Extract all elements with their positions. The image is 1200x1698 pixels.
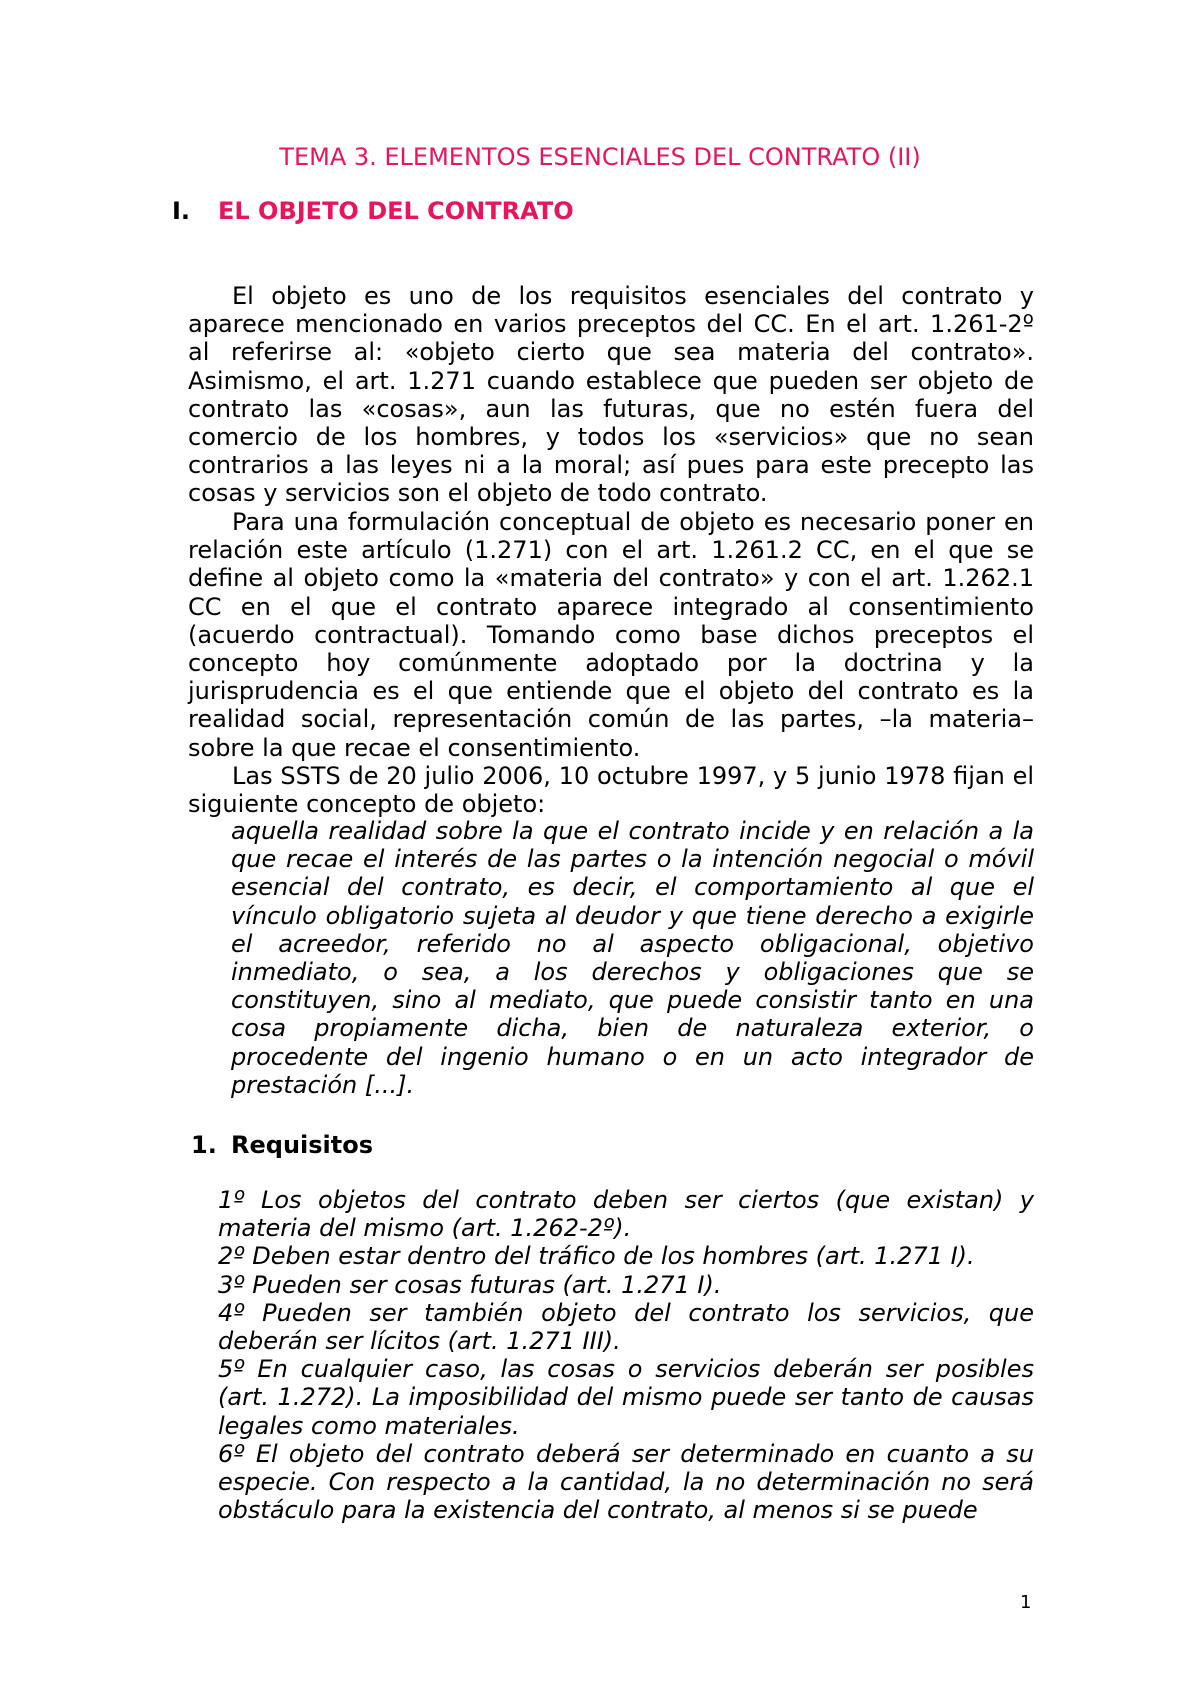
paragraph-1: El objeto es uno de los requisitos esenciales del contrato y aparece mencionado en varios preceptos del CC. En el art. 1.261-2º al referirse al: «objeto cierto que sea materia del contrato». Asimismo, el art. 1.271 cuando establece que pueden ser objeto de contrato las «cosas», aun las futuras, que no estén fuera del comercio de los hombres, y todos los «servicios» que no sean contrarios a las leyes ni a la moral; así pues para este precepto las cosas y servicios son el objeto de todo contrato. (188, 282, 1034, 508)
requirement-item: 4º Pueden ser también objeto del contrato los servicios, que deberán ser lícitos (art. 1.271 III). (218, 1298, 1034, 1356)
paragraph-2: Para una formulación conceptual de objeto es necesario poner en relación este artículo (1.271) con el art. 1.261.2 CC, en el que se define al objeto como la «materia del contrato» y con el art. 1.262.1 CC en el que el contrato aparece integrado al consentimiento (acuerdo contractual). Tomando como base dichos preceptos el concepto hoy comúnmente adoptado por la doctrina y la jurisprudencia es el que entiende que el objeto del contrato es la realidad social, representación común de las partes, –la materia– sobre la que recae el consentimiento. (188, 508, 1034, 762)
requirement-item: 5º En cualquier caso, las cosas o servicios deberán ser posibles (art. 1.272). La imposibilidad del mismo puede ser tanto de causas legales como materiales. (218, 1355, 1034, 1440)
requirement-item: 1º Los objetos del contrato deben ser ciertos (que existan) y materia del mismo (art. 1.262-2º). (218, 1186, 1034, 1243)
subsection-title: Requisitos (231, 1131, 374, 1159)
requirement-item: 6º El objeto del contrato deberá ser determinado en cuanto a su especie. Con respecto a la cantidad, la no determinación no será obstáculo para la existencia del contrato, al menos si se puede (218, 1439, 1034, 1525)
requirements-list (218, 1186, 1034, 1524)
page-number: 1 (1020, 1592, 1032, 1613)
requirement-item: 2º Deben estar dentro del tráfico de los hombres (art. 1.271 I). (218, 1242, 975, 1271)
subsection-heading (191, 1130, 373, 1160)
paragraph-3: Las SSTS de 20 julio 2006, 10 octubre 1997, y 5 junio 1978 fijan el siguiente concepto de objeto: (188, 762, 1034, 819)
subsection-number: 1. (191, 1131, 217, 1159)
document-title: TEMA 3. ELEMENTOS ESENCIALES DEL CONTRATO (II) (279, 143, 921, 171)
requirement-item: 3º Pueden ser cosas futuras (art. 1.271 I). (218, 1270, 722, 1299)
section-title: EL OBJETO DEL CONTRATO (218, 197, 574, 225)
section-heading (172, 196, 574, 226)
section-numeral: I. (172, 197, 191, 225)
jurisprudence-quote: aquella realidad sobre la que el contrato incide y en relación a la que recae el interés de las partes o la intención negocial o móvil esencial del contrato, es decir, el comportamiento al que el vínculo obligatorio sujeta al deudor y que tiene derecho a exigirle el acreedor, referido no al aspecto obligacional, objetivo inmediato, o sea, a los derechos y obligaciones que se constituyen, sino al mediato, que puede consistir tanto en una cosa propiamente dicha, bien de naturaleza exterior, o procedente del ingenio humano o en un acto integrador de prestación [...]. (231, 817, 1034, 1099)
